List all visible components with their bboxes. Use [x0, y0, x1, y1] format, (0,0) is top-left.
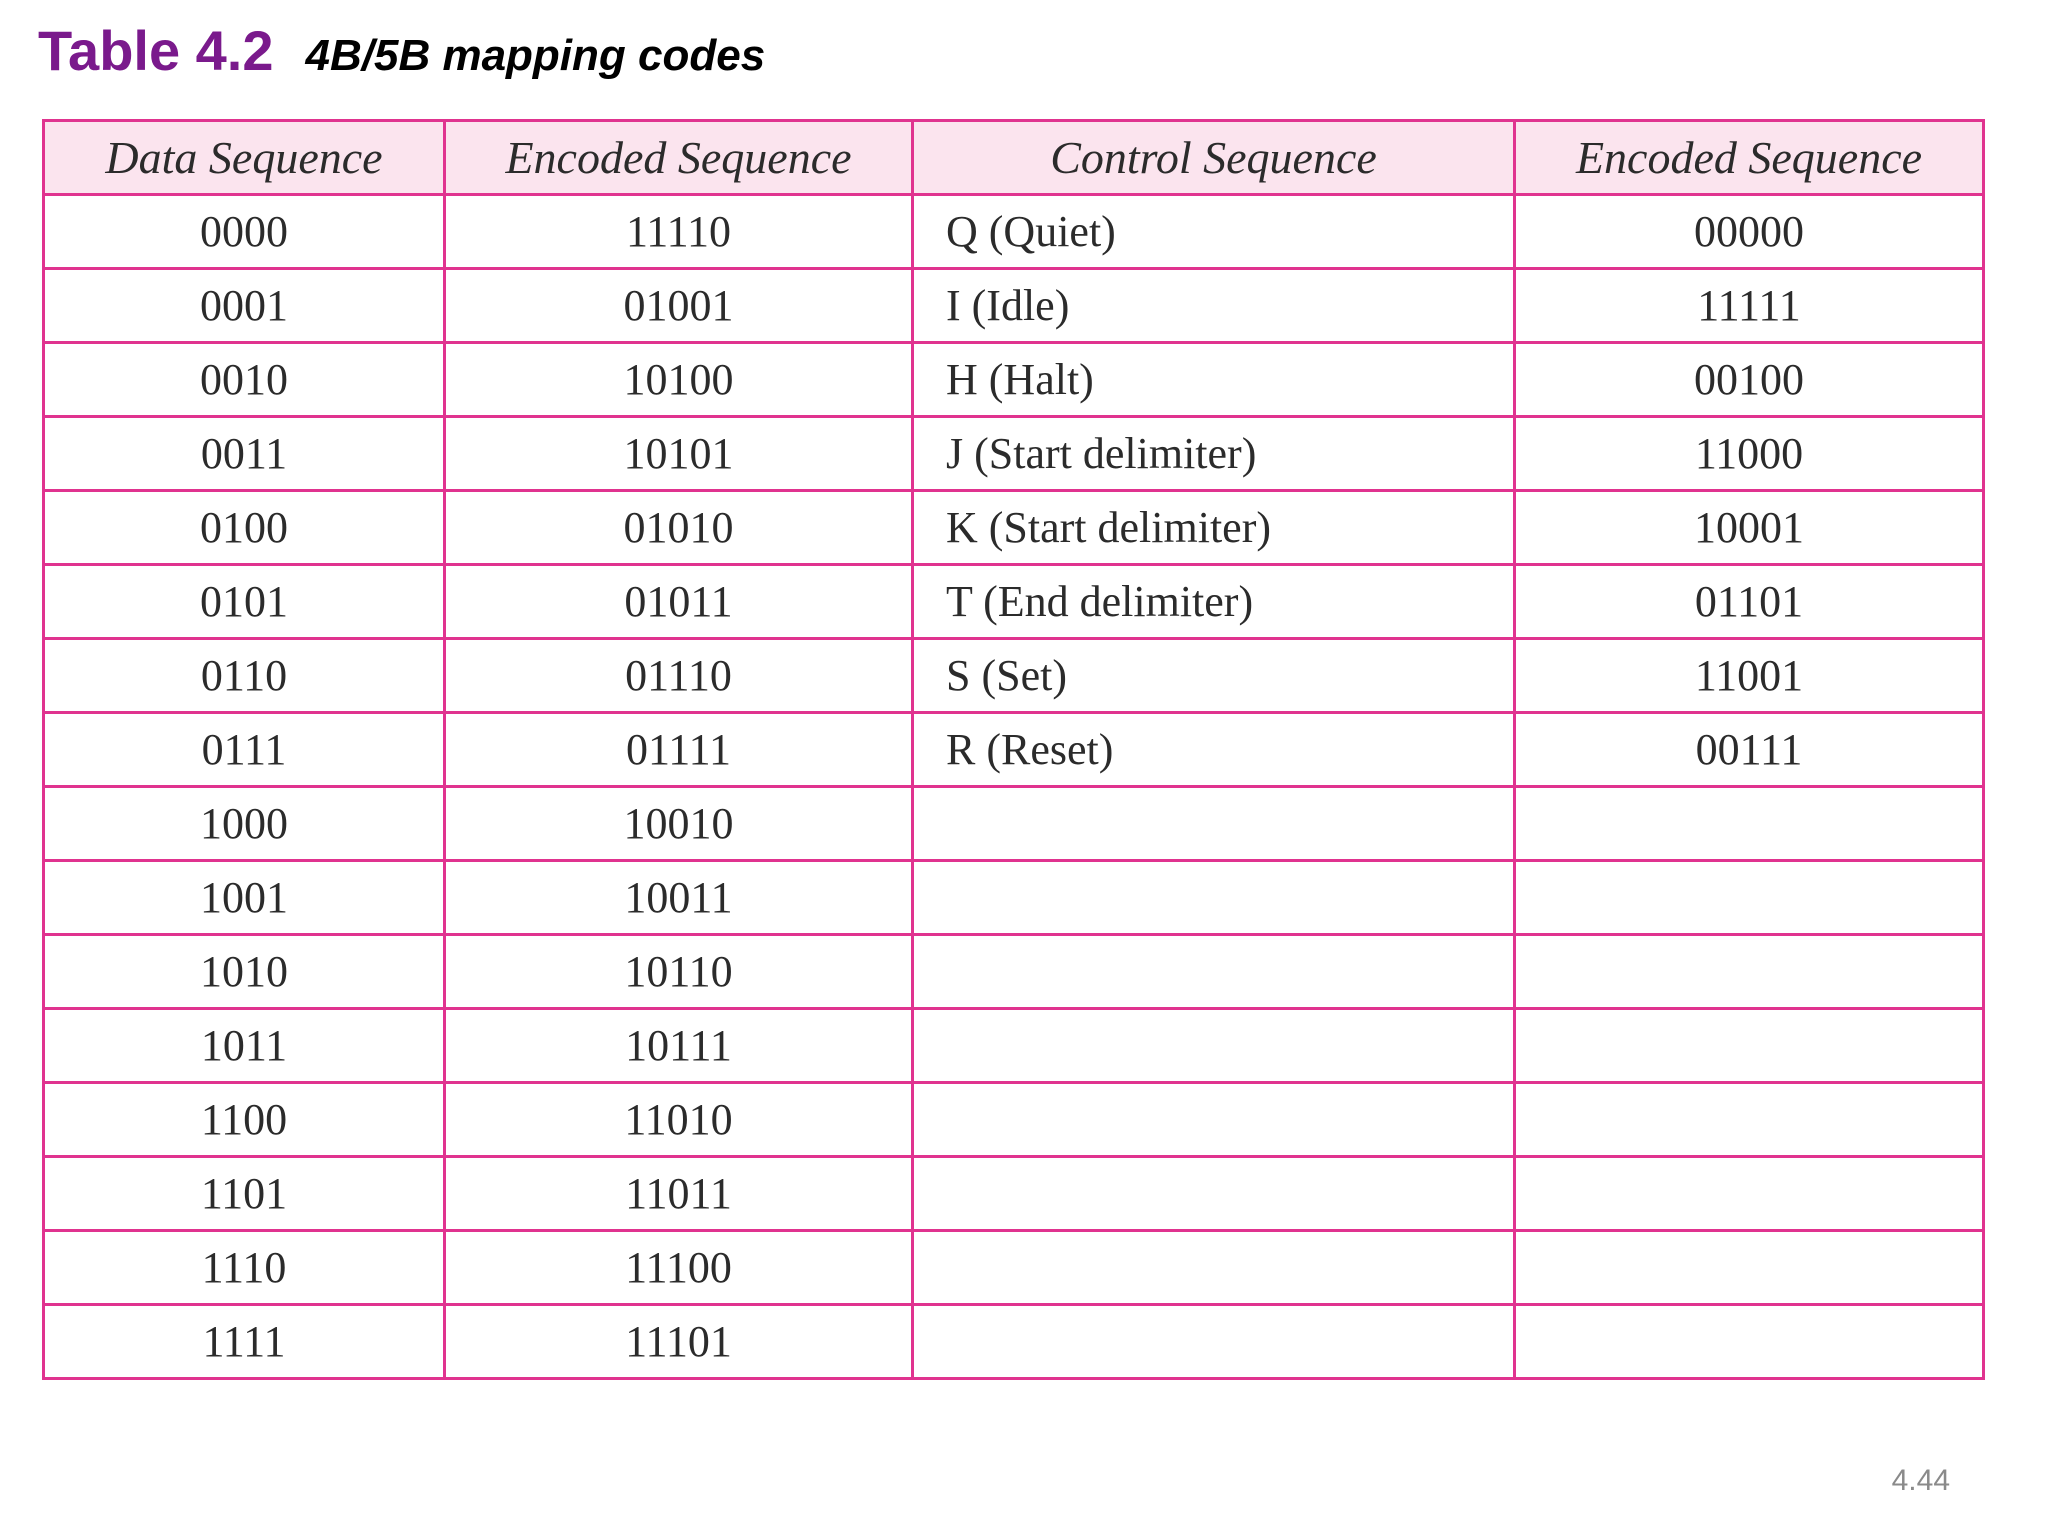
data-sequence-cell: 1101 — [44, 1157, 445, 1231]
control-sequence-cell: R (Reset) — [913, 713, 1515, 787]
encoded-sequence-cell: 11101 — [445, 1305, 913, 1379]
table-body — [44, 195, 1984, 1379]
control-sequence-cell — [913, 861, 1515, 935]
control-encoded-cell: 01101 — [1515, 565, 1984, 639]
encoded-sequence-cell: 10010 — [445, 787, 913, 861]
control-sequence-cell: T (End delimiter) — [913, 565, 1515, 639]
encoded-sequence-cell: 10111 — [445, 1009, 913, 1083]
data-sequence-cell: 1111 — [44, 1305, 445, 1379]
control-sequence-cell — [913, 1231, 1515, 1305]
data-sequence-cell: 0111 — [44, 713, 445, 787]
data-sequence-cell: 0000 — [44, 195, 445, 269]
encoded-sequence-cell: 10101 — [445, 417, 913, 491]
data-sequence-cell: 1000 — [44, 787, 445, 861]
table-row — [44, 1231, 1984, 1305]
control-sequence-cell: S (Set) — [913, 639, 1515, 713]
encoded-sequence-cell: 01110 — [445, 639, 913, 713]
control-encoded-cell: 10001 — [1515, 491, 1984, 565]
table-row — [44, 343, 1984, 417]
control-sequence-cell: I (Idle) — [913, 269, 1515, 343]
control-sequence-cell — [913, 1009, 1515, 1083]
table-number: Table 4.2 — [38, 19, 274, 82]
table-row — [44, 491, 1984, 565]
control-sequence-cell: H (Halt) — [913, 343, 1515, 417]
control-sequence-cell — [913, 1157, 1515, 1231]
data-sequence-cell: 1011 — [44, 1009, 445, 1083]
data-sequence-cell: 0001 — [44, 269, 445, 343]
encoded-sequence-cell: 01001 — [445, 269, 913, 343]
table-row — [44, 1157, 1984, 1231]
encoded-sequence-cell: 11011 — [445, 1157, 913, 1231]
control-encoded-cell — [1515, 1305, 1984, 1379]
table-row — [44, 269, 1984, 343]
data-sequence-cell: 1110 — [44, 1231, 445, 1305]
encoded-sequence-cell: 10100 — [445, 343, 913, 417]
data-sequence-cell: 0100 — [44, 491, 445, 565]
control-encoded-cell — [1515, 1009, 1984, 1083]
header-control-sequence: Control Sequence — [913, 121, 1515, 195]
data-sequence-cell: 1010 — [44, 935, 445, 1009]
header-encoded-sequence: Encoded Sequence — [445, 121, 913, 195]
control-encoded-cell — [1515, 1157, 1984, 1231]
data-sequence-cell: 1100 — [44, 1083, 445, 1157]
control-encoded-cell: 00111 — [1515, 713, 1984, 787]
table-row — [44, 861, 1984, 935]
control-encoded-cell — [1515, 935, 1984, 1009]
control-sequence-cell: K (Start delimiter) — [913, 491, 1515, 565]
control-encoded-cell: 11111 — [1515, 269, 1984, 343]
table-row — [44, 1083, 1984, 1157]
page-number: 4.44 — [1891, 1464, 1950, 1497]
control-encoded-cell: 11001 — [1515, 639, 1984, 713]
table-row — [44, 1009, 1984, 1083]
mapping-table — [42, 119, 1985, 1380]
control-encoded-cell — [1515, 1231, 1984, 1305]
table-row — [44, 935, 1984, 1009]
data-sequence-cell: 0011 — [44, 417, 445, 491]
data-sequence-cell: 1001 — [44, 861, 445, 935]
table-header-row — [44, 121, 1984, 195]
header-data-sequence: Data Sequence — [44, 121, 445, 195]
control-encoded-cell: 00100 — [1515, 343, 1984, 417]
table-row — [44, 713, 1984, 787]
mapping-table-container — [42, 119, 1982, 1380]
control-sequence-cell — [913, 1305, 1515, 1379]
encoded-sequence-cell: 01011 — [445, 565, 913, 639]
encoded-sequence-cell: 11110 — [445, 195, 913, 269]
control-encoded-cell: 11000 — [1515, 417, 1984, 491]
control-sequence-cell: J (Start delimiter) — [913, 417, 1515, 491]
table-row — [44, 417, 1984, 491]
data-sequence-cell: 0110 — [44, 639, 445, 713]
table-row — [44, 639, 1984, 713]
encoded-sequence-cell: 10011 — [445, 861, 913, 935]
control-encoded-cell: 00000 — [1515, 195, 1984, 269]
encoded-sequence-cell: 01111 — [445, 713, 913, 787]
control-encoded-cell — [1515, 1083, 1984, 1157]
encoded-sequence-cell: 10110 — [445, 935, 913, 1009]
control-sequence-cell — [913, 787, 1515, 861]
control-encoded-cell — [1515, 787, 1984, 861]
table-row — [44, 787, 1984, 861]
table-row — [44, 565, 1984, 639]
encoded-sequence-cell: 11100 — [445, 1231, 913, 1305]
slide-title — [38, 18, 765, 88]
data-sequence-cell: 0010 — [44, 343, 445, 417]
header-control-encoded-sequence: Encoded Sequence — [1515, 121, 1984, 195]
table-row — [44, 195, 1984, 269]
data-sequence-cell: 0101 — [44, 565, 445, 639]
encoded-sequence-cell: 11010 — [445, 1083, 913, 1157]
control-sequence-cell — [913, 1083, 1515, 1157]
control-sequence-cell — [913, 935, 1515, 1009]
control-sequence-cell: Q (Quiet) — [913, 195, 1515, 269]
table-row — [44, 1305, 1984, 1379]
encoded-sequence-cell: 01010 — [445, 491, 913, 565]
table-caption: 4B/5B mapping codes — [305, 31, 766, 80]
control-encoded-cell — [1515, 861, 1984, 935]
